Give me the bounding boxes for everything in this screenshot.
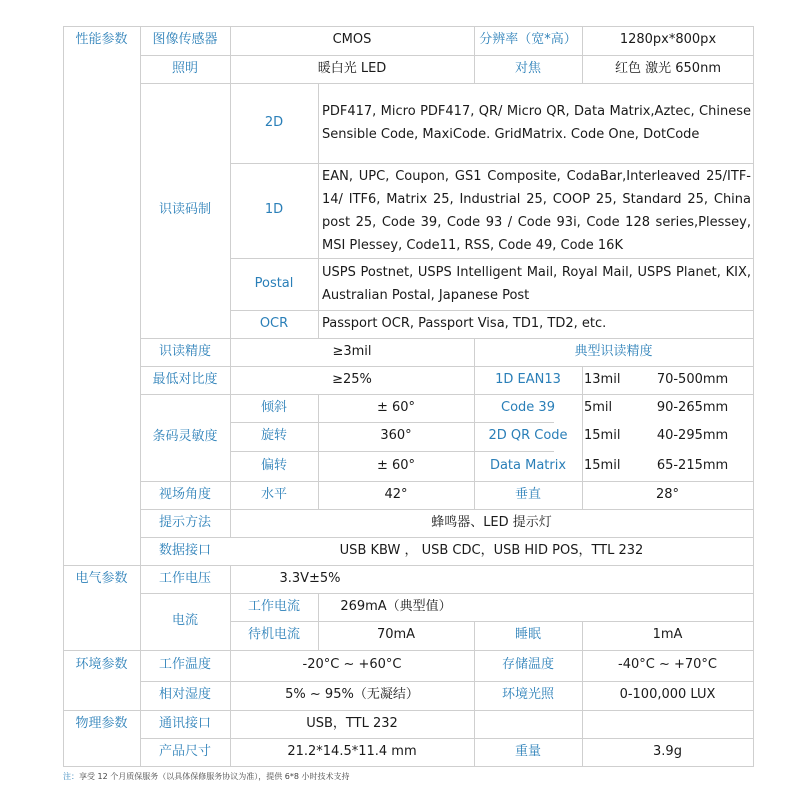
sensitivity-label: 条码灵敏度: [152, 429, 218, 445]
precision-value: ≥3mil: [332, 343, 372, 359]
current-label: 电流: [171, 613, 198, 629]
footnote-text: 享受 12 个月质保服务（以具体保修服务协议为准），提供 6*8 小时技术支持: [79, 772, 350, 781]
humidity-label: 相对湿度: [158, 687, 211, 703]
interface-value: USB KBW ， USB CDC，USB HID POS，TTL 232: [339, 542, 644, 558]
humidity-value: 5% ~ 95%（无凝结）: [285, 687, 419, 703]
sym-2d-value: PDF417, Micro PDF417, QR/ Micro QR, Data Matrix,Aztec, Chinese Sensible Code, MaxiCode. GridMatrix. Code One, DotCode: [322, 104, 751, 142]
fov-h-label: 水平: [260, 486, 287, 502]
typical-code: 2D QR Code: [488, 428, 568, 444]
op-temp-value: -20°C ~ +60°C: [302, 657, 402, 673]
comm-label: 通讯接口: [158, 715, 211, 731]
typical-mil: 13mil: [584, 371, 621, 387]
spec-table: [63, 26, 754, 766]
size-label: 产品尺寸: [158, 743, 211, 759]
typical-range: 90-265mm: [656, 399, 729, 415]
indicator-label: 提示方法: [158, 514, 211, 530]
rotation-label: 旋转: [260, 428, 287, 444]
image-sensor-label: 图像传感器: [152, 32, 218, 48]
interface-label: 数据接口: [158, 542, 211, 558]
tilt-value: ± 60°: [376, 399, 416, 415]
weight-label: 重量: [514, 743, 541, 759]
aiming-label: 对焦: [514, 60, 541, 76]
illumination-value: 暖白光 LED: [317, 60, 387, 76]
sym-1d-label: 1D: [264, 202, 284, 218]
typical-mil: 5mil: [584, 399, 613, 415]
precision-label: 识读精度: [158, 343, 211, 359]
skew-value: ± 60°: [376, 457, 416, 473]
rotation-value: 360°: [380, 428, 412, 444]
sym-postal-label: Postal: [254, 275, 294, 291]
fov-label: 视场角度: [158, 486, 211, 502]
typical-precision-label: 典型识读精度: [574, 343, 653, 359]
comm-value: USB，TTL 232: [306, 715, 398, 731]
section-physical: 物理参数: [75, 715, 128, 731]
sleep-label: 睡眠: [514, 627, 541, 643]
fov-h-value: 42°: [384, 486, 408, 502]
footnote: [63, 771, 350, 782]
tilt-label: 倾斜: [260, 399, 287, 415]
sym-1d-value: EAN, UPC, Coupon, GS1 Composite, CodaBar,Interleaved 25/ITF-14/ ITF6, Matrix 25, Industrial 25, COOP 25, Standard 25, China post 25, Code 39, Code 93 / Code 93i, Code 128 series,Plessey, MSI Plessey, Code11, RSS, Code 49, Code 16K: [322, 168, 751, 253]
typical-mil: 15mil: [584, 457, 621, 473]
standby-value: 70mA: [376, 627, 416, 643]
typical-range: 65-215mm: [656, 457, 729, 473]
sym-postal-value: USPS Postnet, USPS Intelligent Mail, Royal Mail, USPS Planet, KIX, Australian Postal, Japanese Post: [322, 265, 751, 303]
voltage-value: 3.3V±5%: [279, 570, 341, 586]
image-sensor-value: CMOS: [332, 32, 372, 48]
weight-value: 3.9g: [653, 743, 682, 759]
typical-range: 70-500mm: [656, 371, 729, 387]
sym-2d-label: 2D: [264, 114, 284, 130]
indicator-value: 蜂鸣器、LED 提示灯: [431, 514, 552, 530]
op-temp-label: 工作温度: [158, 657, 211, 673]
typical-range: 40-295mm: [656, 428, 729, 444]
section-environment: 环境参数: [75, 657, 128, 673]
contrast-value: ≥25%: [332, 371, 372, 387]
typical-code: 1D EAN13: [495, 371, 561, 387]
fov-v-label: 垂直: [514, 486, 541, 502]
storage-temp-value: -40°C ~ +70°C: [618, 657, 717, 673]
symbologies-label: 识读码制: [158, 202, 211, 218]
voltage-label: 工作电压: [158, 570, 211, 586]
ambient-label: 环境光照: [501, 687, 554, 703]
illumination-label: 照明: [171, 60, 198, 76]
typical-code: Code 39: [501, 399, 555, 415]
size-value: 21.2*14.5*11.4 mm: [287, 743, 417, 759]
sleep-value: 1mA: [652, 627, 683, 643]
op-current-label: 工作电流: [247, 598, 300, 614]
fov-v-value: 28°: [655, 486, 680, 502]
skew-label: 偏转: [260, 457, 287, 473]
typical-code: Data Matrix: [489, 457, 567, 473]
section-electrical: 电气参数: [75, 571, 128, 587]
resolution-label: 分辨率（宽*高）: [479, 32, 577, 48]
typical-mil: 15mil: [584, 428, 621, 444]
ambient-value: 0-100,000 LUX: [619, 687, 716, 703]
op-current-value: 269mA（典型值）: [340, 598, 452, 614]
sym-ocr-label: OCR: [259, 315, 289, 331]
sym-ocr-value: Passport OCR, Passport Visa, TD1, TD2, etc.: [322, 315, 607, 331]
standby-label: 待机电流: [247, 627, 300, 643]
footnote-prefix: 注：: [63, 772, 79, 781]
section-performance: 性能参数: [75, 32, 128, 48]
resolution-value: 1280px*800px: [619, 32, 717, 48]
contrast-label: 最低对比度: [152, 371, 218, 387]
aiming-value: 红色 激光 650nm: [615, 60, 721, 76]
storage-temp-label: 存储温度: [501, 657, 554, 673]
